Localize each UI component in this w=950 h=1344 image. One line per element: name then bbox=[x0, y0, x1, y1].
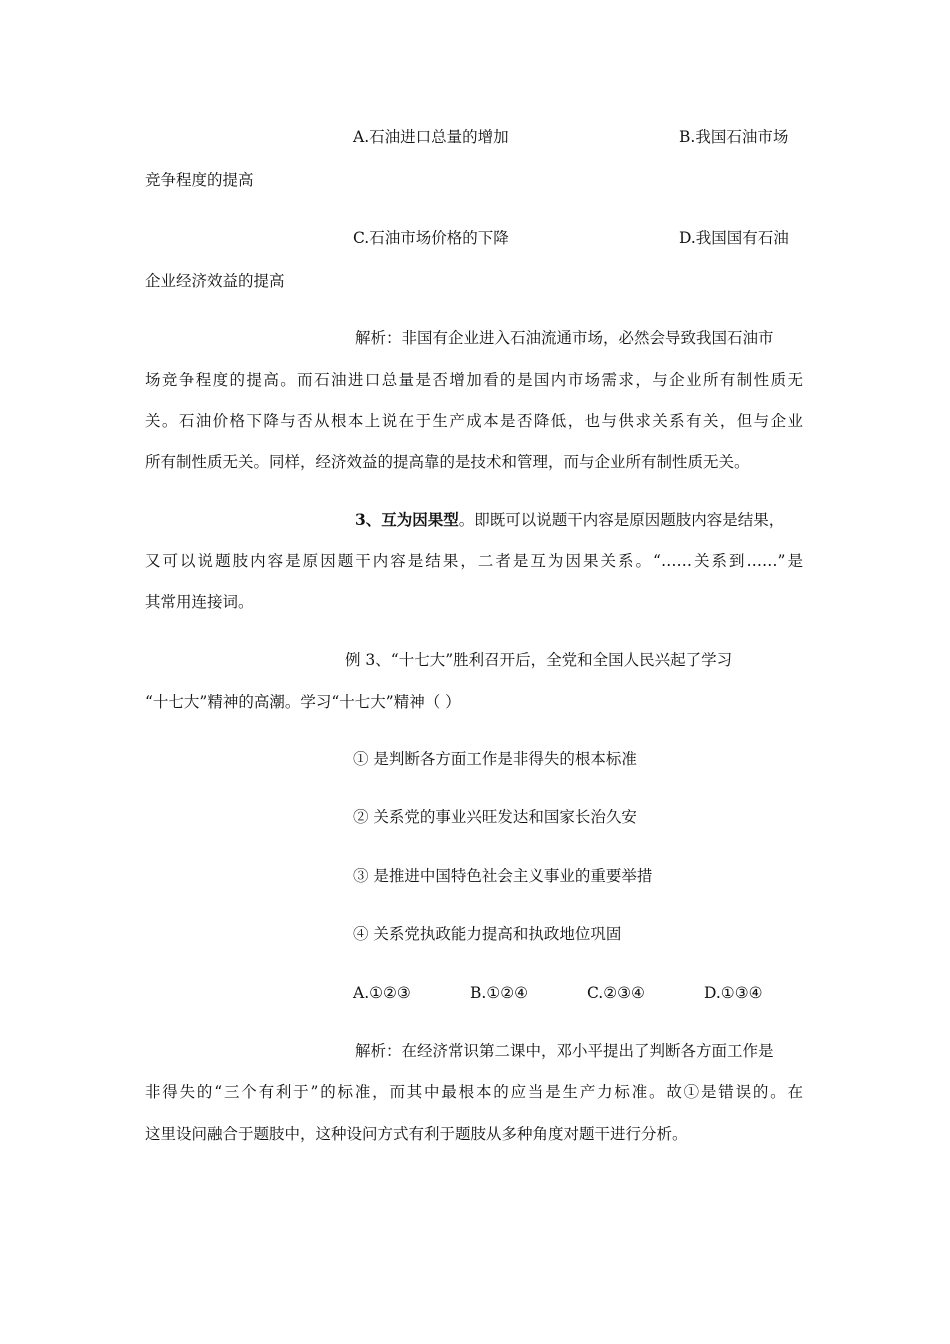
example-3-analysis-line: 解析：在经济常识第二课中，邓小平提出了判断各方面工作是 bbox=[355, 1042, 774, 1060]
statement-item-3: ③ 是推进中国特色社会主义事业的重要举措 bbox=[353, 867, 653, 885]
choice-d: D.①③④ bbox=[704, 984, 763, 1002]
section-3-first-line bbox=[355, 510, 784, 530]
section-3-heading: 3、互为因果型 bbox=[355, 510, 459, 529]
analysis-paragraph-line: 场竞争程度的提高。而石油进口总量是否增加看的是国内市场需求，与企业所有制性质无 bbox=[145, 371, 803, 389]
option-d: D.我国国有石油 bbox=[679, 229, 789, 247]
choice-c: C.②③④ bbox=[587, 984, 645, 1002]
section-3-definition-line: 又可以说题肢内容是原因题干内容是结果，二者是互为因果关系。“……关系到……”是 bbox=[145, 552, 803, 570]
analysis-paragraph-line: 所有制性质无关。同样，经济效益的提高靠的是技术和管理，而与企业所有制性质无关。 bbox=[145, 453, 750, 471]
analysis-paragraph-line: 关。石油价格下降与否从根本上说在于生产成本是否降低，也与供求关系有关，但与企业 bbox=[145, 412, 803, 430]
statement-item-1: ① 是判断各方面工作是非得失的根本标准 bbox=[353, 750, 637, 768]
option-a: A.石油进口总量的增加 bbox=[353, 128, 509, 146]
option-b: B.我国石油市场 bbox=[679, 128, 789, 146]
option-d-continued: 企业经济效益的提高 bbox=[145, 272, 285, 290]
choice-b: B.①②④ bbox=[470, 984, 529, 1002]
example-3-analysis-line: 非得失的“三个有利于”的标准，而其中最根本的应当是生产力标准。故①是错误的。在 bbox=[145, 1083, 803, 1101]
option-b-continued: 竞争程度的提高 bbox=[145, 171, 254, 189]
option-c: C.石油市场价格的下降 bbox=[353, 229, 509, 247]
section-3-definition-start: 。即既可以说题干内容是原因题肢内容是结果， bbox=[458, 511, 785, 529]
statement-item-2: ② 关系党的事业兴旺发达和国家长治久安 bbox=[353, 808, 637, 826]
statement-item-4: ④ 关系党执政能力提高和执政地位巩固 bbox=[353, 925, 622, 943]
example-3-stem: 例 3、“十七大”胜利召开后，全党和全国人民兴起了学习 bbox=[345, 651, 733, 669]
choice-a: A.①②③ bbox=[353, 984, 411, 1002]
example-3-stem-continued: “十七大”精神的高潮。学习“十七大”精神（ ） bbox=[145, 693, 461, 711]
section-3-definition-line: 其常用连接词。 bbox=[145, 593, 254, 611]
example-3-analysis-line: 这里设问融合于题肢中，这种设问方式有利于题肢从多种角度对题干进行分析。 bbox=[145, 1125, 688, 1143]
analysis-paragraph-line: 解析：非国有企业进入石油流通市场，必然会导致我国石油市 bbox=[355, 329, 774, 347]
